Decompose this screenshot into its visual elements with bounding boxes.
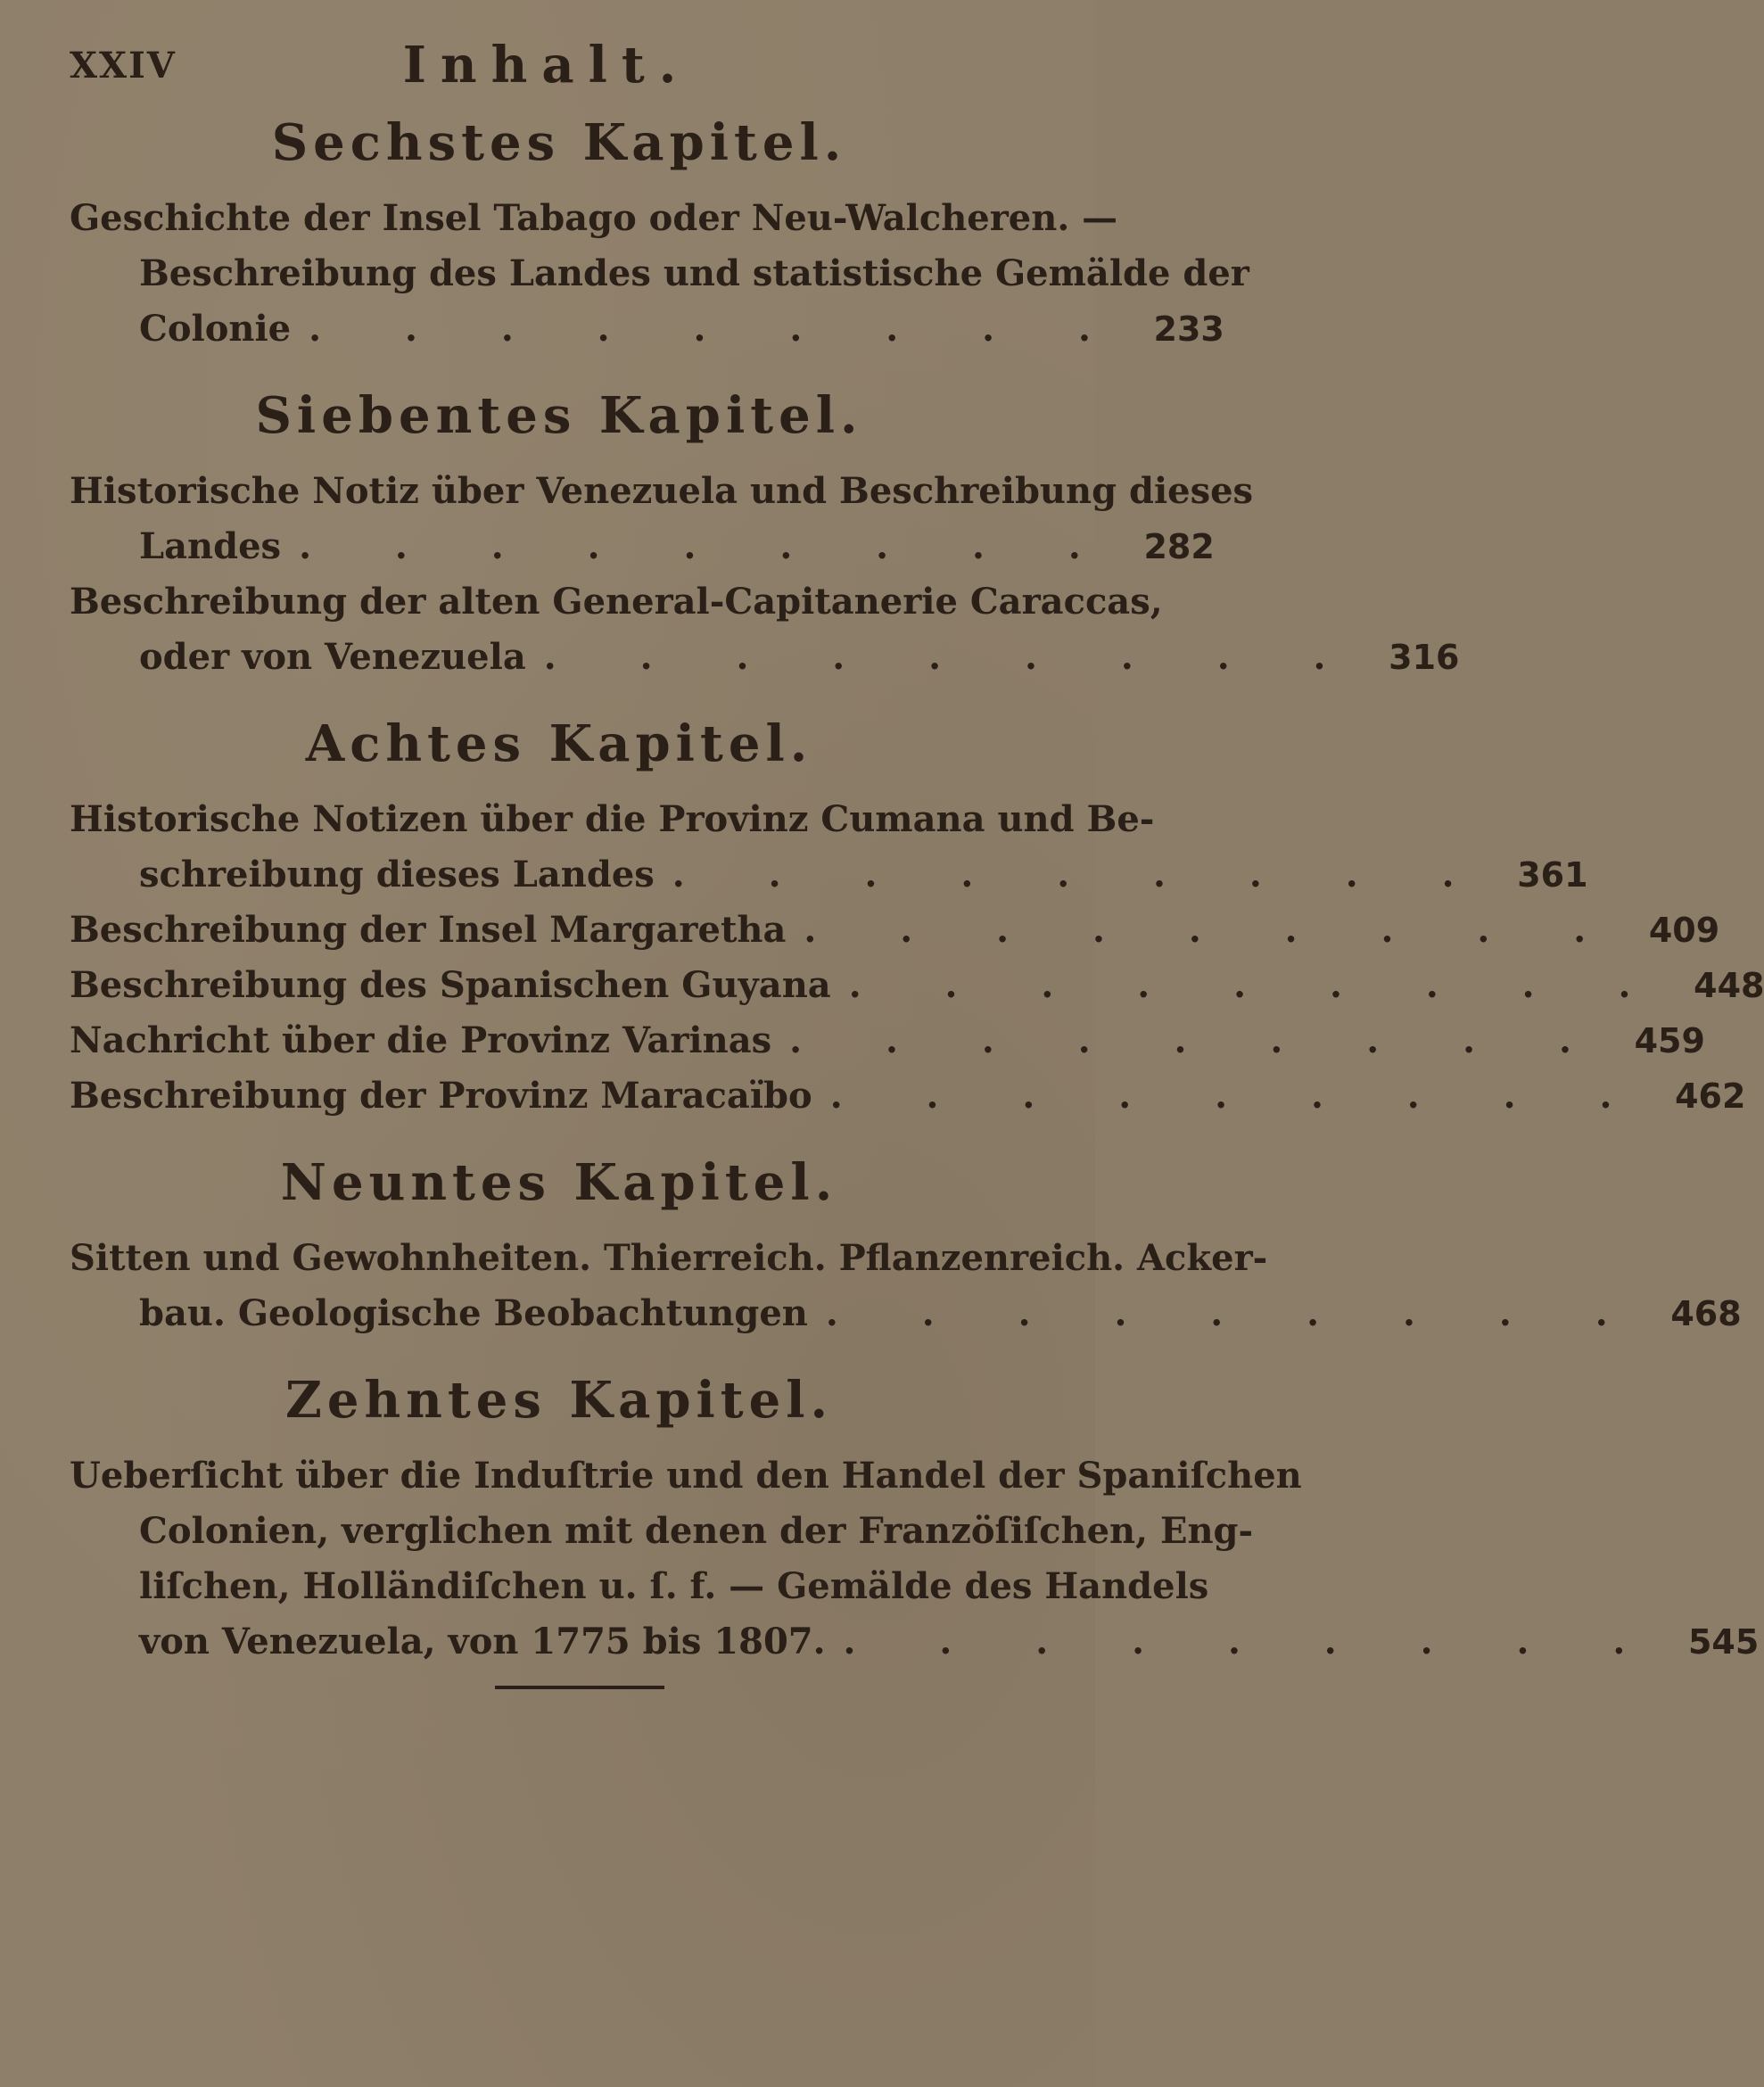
leader-dots: . . . . . . . . . [804, 909, 1622, 951]
entry-continuation: Beschreibung des Landes und statistische Gemälde der [139, 252, 1249, 294]
page-reference: 233 [1153, 309, 1224, 349]
chapter-section [70, 1147, 1742, 1341]
chapter-title: Zehntes Kapitel. [284, 1371, 834, 1430]
chapter-title: Sechstes Kapitel. [271, 113, 847, 172]
chapter-title: Neuntes Kapitel. [280, 1153, 838, 1212]
page-reference: 448 [1694, 966, 1764, 1005]
leader-dots: . . . . . . . . . [843, 1621, 1661, 1662]
toc-entry [70, 191, 1249, 357]
chapter-title: Siebentes Kapitel. [255, 386, 863, 445]
toc-entry [70, 903, 1720, 958]
chapter-section [70, 1365, 1760, 1670]
page-reference: 462 [1675, 1076, 1746, 1116]
page-number: XXIV [70, 45, 177, 87]
toc-entry [70, 792, 1588, 903]
leader-dots: . . . . . . . . . [848, 964, 1667, 1006]
entry-continuation: Colonien, verglichen mit denen der Franzöſiſchen, Eng- [139, 1510, 1254, 1552]
toc-entry [70, 1013, 1705, 1068]
chapter-section [70, 107, 1249, 357]
leader-dots: . . . . . . . . . [309, 308, 1126, 350]
page-reference: 409 [1648, 911, 1720, 950]
toc-entry [70, 958, 1764, 1013]
entry-line: Sitten und Gewohnheiten. Thierreich. Pflanzenreich. Acker- [70, 1237, 1268, 1279]
entry-line: Historische Notiz über Venezuela und Beschreibung dieses [70, 470, 1254, 512]
entry-continuation: oder von Venezuela [139, 636, 526, 678]
toc-entry [70, 464, 1254, 574]
toc-entry [70, 1068, 1746, 1124]
entry-line: Beschreibung der Provinz Maracaïbo [70, 1075, 812, 1117]
leader-dots: . . . . . . . . . [672, 854, 1490, 895]
chapter-section [70, 380, 1460, 685]
entry-line: Beschreibung des Spanischen Guyana [70, 964, 831, 1006]
page-reference: 282 [1143, 527, 1215, 566]
chapter-title: Achtes Kapitel. [305, 714, 813, 773]
entry-continuation: bau. Geologische Beobachtungen [139, 1292, 808, 1334]
entry-line: Historische Notizen über die Provinz Cumana und Be- [70, 798, 1155, 840]
toc-entry [70, 1448, 1760, 1670]
leader-dots: . . . . . . . . . [299, 525, 1117, 567]
page-reference: 316 [1389, 638, 1460, 677]
entry-continuation: von Venezuela, von 1775 bis 1807. [139, 1621, 826, 1662]
leader-dots: . . . . . . . . . [829, 1075, 1648, 1117]
toc-entry [70, 1231, 1742, 1341]
page-reference: 468 [1670, 1294, 1742, 1333]
entry-continuation: Landes [139, 525, 282, 567]
entry-line: Geschichte der Insel Tabago oder Neu-Walcheren. — [70, 197, 1118, 239]
entry-line: Ueberſicht über die Induſtrie und den Handel der Spaniſchen [70, 1455, 1302, 1497]
closing-rule [495, 1686, 664, 1689]
entry-line: Nachricht über die Provinz Varinas [70, 1019, 772, 1061]
page-reference: 459 [1634, 1021, 1705, 1060]
table-of-contents [70, 107, 1764, 1693]
entry-continuation: Colonie [139, 308, 292, 350]
leader-dots: . . . . . . . . . [543, 636, 1362, 678]
leader-dots: . . . . . . . . . [825, 1292, 1644, 1334]
leader-dots: . . . . . . . . . [789, 1019, 1607, 1061]
entry-line: Beschreibung der Insel Margaretha [70, 909, 787, 951]
page-header [70, 36, 1024, 98]
entry-continuation: schreibung dieses Landes [139, 854, 655, 895]
entry-line: Beschreibung der alten General-Capitanerie Caraccas, [70, 581, 1163, 623]
entry-continuation: liſchen, Holländiſchen u. ſ. f. — Gemälde des Handels [139, 1565, 1209, 1607]
page-reference: 545 [1687, 1622, 1760, 1662]
toc-entry [70, 574, 1460, 685]
chapter-section [70, 708, 1764, 1124]
page-reference: 361 [1517, 855, 1588, 895]
running-title: Inhalt. [402, 36, 691, 95]
